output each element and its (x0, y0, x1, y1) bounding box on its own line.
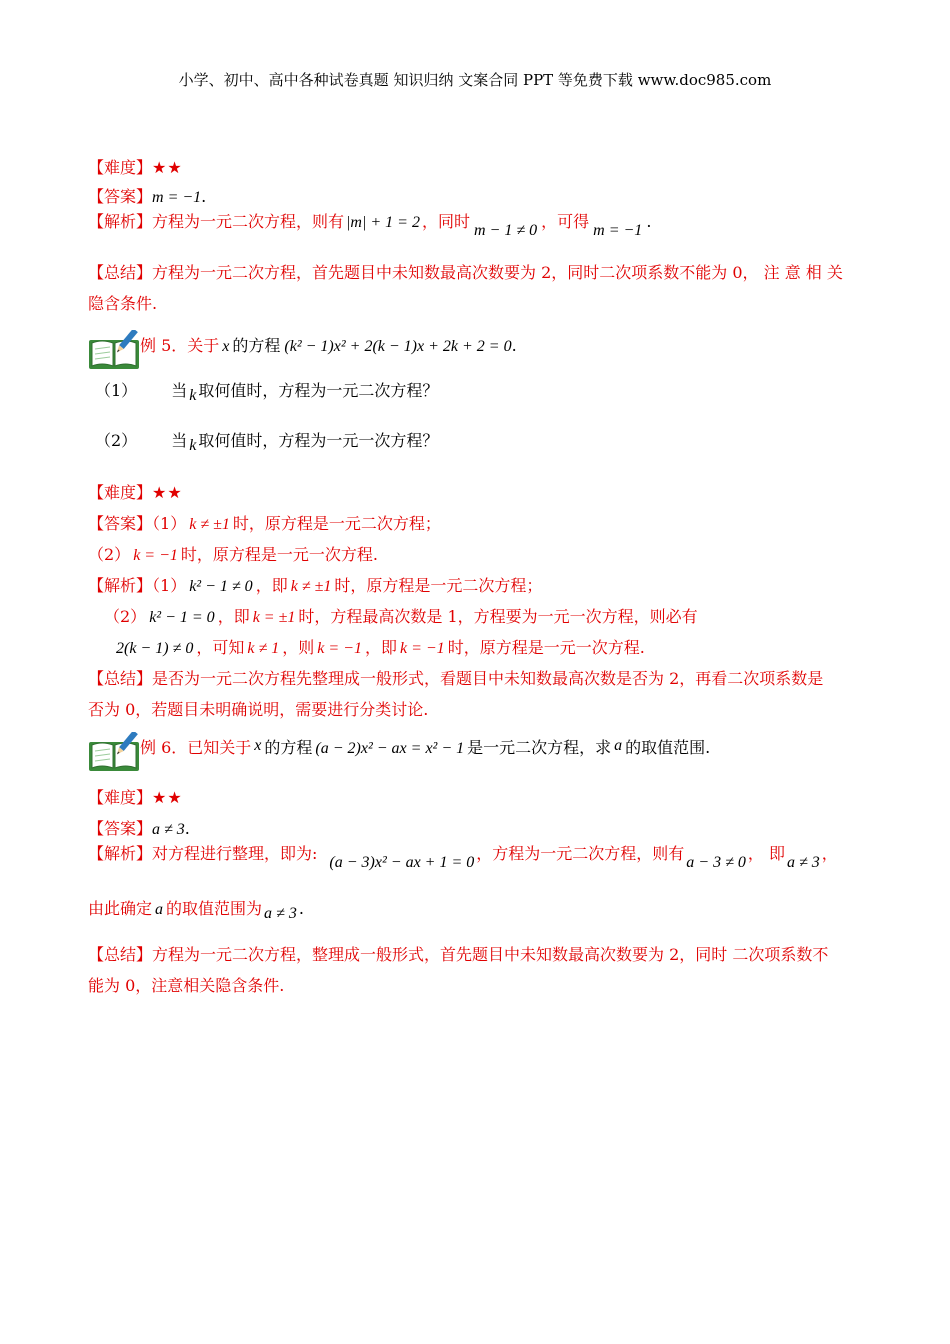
example5-text: 的方程 (232, 336, 281, 355)
answer-line (88, 819, 190, 840)
analysis-text: ，即 (364, 638, 397, 657)
example5-title: 例 5．关于 (140, 336, 220, 355)
example5-title-line (140, 336, 517, 357)
example6-title-line (140, 738, 710, 759)
analysis-math: k = −1 (399, 640, 445, 657)
answer-expr: a ≠ 3 (152, 821, 185, 838)
question-1 (95, 381, 438, 402)
summary-text: 方程为一元二次方程，首先题目中未知数最高次数要为 2，同时二次项系数不能为 0， 注 意 相 关 (152, 263, 843, 282)
book-pencil-icon (88, 330, 140, 370)
analysis-text: 时，原方程是一元一次方程. (447, 638, 645, 657)
analysis-math: k ≠ ±1 (290, 578, 332, 595)
question-text: 取何值时，方程为一元二次方程？ (198, 381, 439, 400)
page-header: 小学、初中、高中各种试卷真题 知识归纳 文案合同 PPT 等免费下载 www.doc985.com (178, 71, 772, 89)
analysis-text: 时，原方程是一元二次方程； (334, 576, 543, 595)
analysis-math: m − 1 ≠ 0 (474, 222, 538, 239)
analysis-text: ，可得 (541, 212, 590, 231)
summary-text-cont: 隐含条件. (88, 294, 158, 313)
analysis-math: a ≠ 3 (264, 905, 297, 922)
analysis-math: k ≠ 1 (247, 640, 280, 657)
analysis-math: a − 3 ≠ 0 (686, 854, 746, 871)
difficulty-line (88, 483, 183, 503)
summary-label: 【总结】 (88, 669, 153, 688)
analysis-line (88, 212, 652, 239)
summary-text: 是否为一元二次方程先整理成一般形式，看题目中未知数最高次数是否为 2，再看二次项系数是 (152, 669, 824, 688)
analysis-line-2 (104, 607, 698, 628)
analysis-text: ，则 (282, 638, 315, 657)
analysis-line (88, 576, 542, 597)
answer-label: 【答案】 (88, 819, 153, 838)
answer-expr: k ≠ ±1 (189, 516, 230, 533)
answer-expr: k = −1 (133, 547, 178, 564)
var-a: a (155, 901, 164, 918)
example6-text: 是一元二次方程，求 (467, 738, 612, 757)
question-text: 当 (171, 381, 188, 400)
analysis-text: 时，方程最高次数是 1，方程要为一元一次方程，则必有 (298, 607, 698, 626)
difficulty-label: 【难度】 (88, 158, 153, 177)
difficulty-stars: ★★ (152, 483, 183, 502)
summary-line (88, 945, 828, 965)
difficulty-label: 【难度】 (88, 788, 153, 807)
analysis-text: ，可知 (196, 638, 245, 657)
analysis-text: ，即 (217, 607, 250, 626)
summary-label: 【总结】 (88, 263, 153, 282)
analysis-line (88, 844, 838, 871)
example5-equation: (k² − 1)x² + 2(k − 1)x + 2k + 2 = 0 (284, 338, 512, 355)
answer-line (88, 187, 206, 208)
summary-text-cont: 能为 0，注意相关隐含条件. (88, 976, 285, 995)
analysis-text: ， 即 (747, 844, 785, 863)
difficulty-line (88, 788, 183, 808)
analysis-label: 【解析】 (88, 576, 153, 595)
analysis-text: ， (821, 844, 838, 863)
answer-end: . (184, 819, 190, 838)
analysis-end: . (298, 899, 304, 918)
summary-text-cont: 否为 0，若题目未明确说明，需要进行分类讨论. (88, 700, 429, 719)
analysis-line-3 (116, 638, 645, 659)
question-text: 取何值时，方程为一元一次方程？ (198, 431, 439, 450)
answer-label: 【答案】 (88, 187, 153, 206)
example6-title: 例 6．已知关于 (140, 738, 252, 757)
analysis-text: ，即 (255, 576, 288, 595)
example6-text: 的方程 (264, 738, 313, 757)
var-a: a (614, 737, 623, 754)
summary-line (88, 669, 823, 689)
example5-end: . (511, 336, 517, 355)
summary-text: 方程为一元二次方程，整理成一般形式，首先题目中未知数最高次数要为 2，同时 二次项系数不 (152, 945, 829, 964)
analysis-line-2 (88, 899, 304, 920)
difficulty-stars: ★★ (152, 158, 183, 177)
difficulty-stars: ★★ (152, 788, 183, 807)
answer-end: . (201, 187, 207, 206)
answer-expr: m = −1 (152, 189, 202, 206)
question-2 (95, 431, 438, 452)
example6-text: 的取值范围. (625, 738, 711, 757)
answer-line-2 (88, 545, 378, 566)
answer-num: （2） (88, 545, 131, 564)
book-pencil-icon (88, 732, 140, 772)
var-x: x (254, 737, 262, 754)
analysis-label: 【解析】 (88, 212, 153, 231)
analysis-num: （1） (152, 576, 187, 595)
analysis-math: k² − 1 = 0 (149, 609, 215, 626)
analysis-math: k² − 1 ≠ 0 (189, 578, 253, 595)
analysis-text: ，同时 (421, 212, 470, 231)
question-text: 当 (171, 431, 188, 450)
analysis-math: (a − 3)x² − ax + 1 = 0 (329, 854, 475, 871)
analysis-math: k = −1 (317, 640, 362, 657)
analysis-text: 方程为一元二次方程，则有 (152, 212, 345, 231)
analysis-math: m = −1 (593, 222, 643, 239)
example6-equation: (a − 2)x² − ax = x² − 1 (315, 740, 465, 757)
difficulty-line (88, 158, 183, 178)
answer-label: 【答案】 (88, 514, 153, 533)
answer-num: （1） (152, 514, 187, 533)
analysis-text: 由此确定 (88, 899, 153, 918)
var-k: k (189, 437, 197, 454)
analysis-math: |m| + 1 = 2 (346, 214, 420, 231)
summary-line (88, 263, 843, 283)
answer-text: 时，原方程是一元二次方程； (232, 514, 441, 533)
var-k: k (189, 387, 197, 404)
analysis-math: 2(k − 1) ≠ 0 (116, 640, 194, 657)
analysis-num: （2） (104, 607, 147, 626)
var-x: x (222, 338, 230, 355)
question-number: （2） (95, 431, 138, 450)
answer-text: 时，原方程是一元一次方程. (180, 545, 378, 564)
difficulty-label: 【难度】 (88, 483, 153, 502)
question-number: （1） (95, 381, 138, 400)
analysis-math: a ≠ 3 (786, 854, 820, 871)
analysis-text: 对方程进行整理，即为: (152, 844, 318, 863)
answer-line (88, 514, 441, 535)
analysis-text: ，方程为一元二次方程，则有 (476, 844, 685, 863)
analysis-math: k = ±1 (252, 609, 296, 626)
analysis-end: . (646, 212, 652, 231)
analysis-text: 的取值范围为 (166, 899, 263, 918)
analysis-label: 【解析】 (88, 844, 153, 863)
summary-label: 【总结】 (88, 945, 153, 964)
